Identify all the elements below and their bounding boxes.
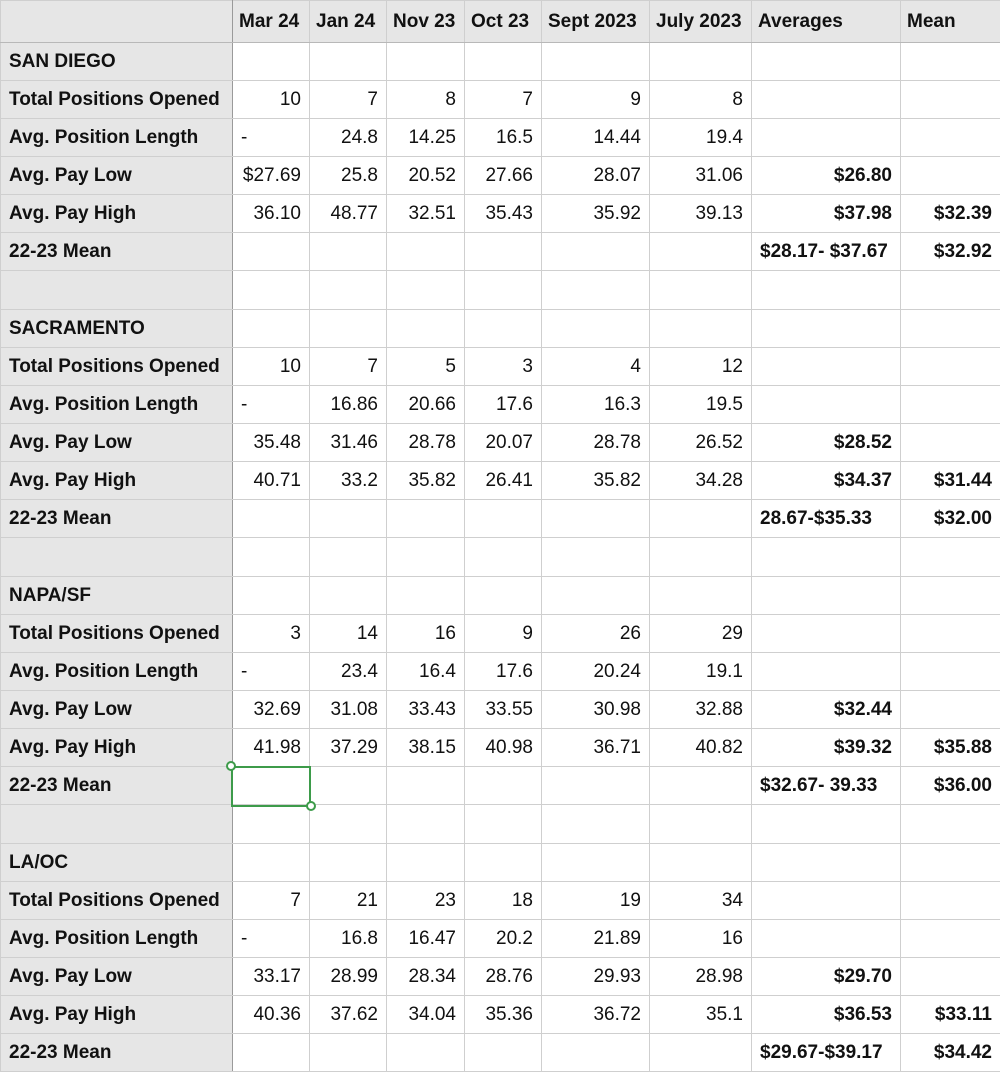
mean-cell[interactable]: $33.11	[901, 996, 1000, 1034]
cell[interactable]	[233, 577, 310, 615]
averages-cell[interactable]: $36.53	[752, 996, 901, 1034]
mean-cell[interactable]	[901, 348, 1000, 386]
cell[interactable]	[310, 310, 387, 348]
data-cell[interactable]: 20.2	[465, 920, 542, 958]
cell[interactable]	[310, 271, 387, 310]
corner-cell[interactable]	[1, 1, 233, 43]
mean-cell[interactable]	[901, 81, 1000, 119]
cell[interactable]	[542, 310, 650, 348]
cell[interactable]	[233, 43, 310, 81]
cell[interactable]	[542, 271, 650, 310]
data-cell[interactable]: 34.28	[650, 462, 752, 500]
table-row	[1, 882, 1000, 920]
cell[interactable]	[901, 805, 1000, 844]
cell[interactable]	[901, 844, 1000, 882]
cell[interactable]	[752, 844, 901, 882]
data-cell[interactable]	[310, 233, 387, 271]
data-cell[interactable]: 14.25	[387, 119, 465, 157]
cell[interactable]	[387, 805, 465, 844]
table-row	[1, 767, 1000, 805]
data-cell[interactable]: 40.98	[465, 729, 542, 767]
data-cell[interactable]	[465, 233, 542, 271]
cell[interactable]	[650, 538, 752, 577]
mean-cell[interactable]: $31.44	[901, 462, 1000, 500]
data-cell[interactable]	[465, 1034, 542, 1072]
data-cell[interactable]	[310, 500, 387, 538]
cell[interactable]	[650, 271, 752, 310]
section-header-row	[1, 43, 1000, 81]
data-cell[interactable]: 21.89	[542, 920, 650, 958]
data-cell[interactable]: 35.92	[542, 195, 650, 233]
data-cell[interactable]	[542, 1034, 650, 1072]
cell[interactable]	[650, 310, 752, 348]
row-label[interactable]: 22-23 Mean	[1, 233, 233, 271]
data-cell[interactable]: 34.04	[387, 996, 465, 1034]
row-label[interactable]: 22-23 Mean	[1, 767, 233, 805]
data-cell[interactable]: -	[233, 653, 310, 691]
data-cell[interactable]: 33.2	[310, 462, 387, 500]
mean-cell[interactable]	[901, 119, 1000, 157]
row-label-cell[interactable]	[1, 538, 233, 577]
cell[interactable]	[752, 310, 901, 348]
cell[interactable]	[465, 538, 542, 577]
cell[interactable]	[310, 43, 387, 81]
row-label-cell[interactable]	[1, 805, 233, 844]
row-label[interactable]: Avg. Pay High	[1, 195, 233, 233]
data-cell[interactable]	[233, 767, 310, 805]
mean-cell[interactable]: $35.88	[901, 729, 1000, 767]
data-cell[interactable]	[387, 1034, 465, 1072]
averages-cell[interactable]: $32.44	[752, 691, 901, 729]
data-cell[interactable]: 28.78	[542, 424, 650, 462]
mean-cell[interactable]: $36.00	[901, 767, 1000, 805]
data-cell[interactable]: 19	[542, 882, 650, 920]
data-cell[interactable]	[233, 500, 310, 538]
data-cell[interactable]: 18	[465, 882, 542, 920]
data-cell[interactable]: 23.4	[310, 653, 387, 691]
row-label[interactable]: Avg. Pay High	[1, 996, 233, 1034]
data-cell[interactable]: 26	[542, 615, 650, 653]
data-cell[interactable]: 25.8	[310, 157, 387, 195]
table-row	[1, 653, 1000, 691]
row-label[interactable]: Total Positions Opened	[1, 81, 233, 119]
cell[interactable]	[901, 43, 1000, 81]
data-cell[interactable]: 20.52	[387, 157, 465, 195]
section-title[interactable]: NAPA/SF	[1, 577, 233, 615]
data-cell[interactable]: 7	[465, 81, 542, 119]
section-header-row	[1, 310, 1000, 348]
data-cell[interactable]: 34	[650, 882, 752, 920]
data-cell[interactable]: 16	[387, 615, 465, 653]
cell[interactable]	[465, 43, 542, 81]
cell[interactable]	[901, 271, 1000, 310]
data-cell[interactable]	[650, 500, 752, 538]
data-cell[interactable]: 31.46	[310, 424, 387, 462]
data-cell[interactable]: 8	[650, 81, 752, 119]
row-label[interactable]: 22-23 Mean	[1, 500, 233, 538]
table-row	[1, 233, 1000, 271]
selection-handle-top-left[interactable]	[226, 761, 236, 771]
cell[interactable]	[901, 577, 1000, 615]
cell[interactable]	[752, 271, 901, 310]
mean-cell[interactable]	[901, 615, 1000, 653]
averages-cell[interactable]: 28.67-$35.33	[752, 500, 901, 538]
data-cell[interactable]: 28.98	[650, 958, 752, 996]
data-cell[interactable]: 28.34	[387, 958, 465, 996]
averages-cell[interactable]: $32.67- 39.33	[752, 767, 901, 805]
cell[interactable]	[310, 844, 387, 882]
data-cell[interactable]	[387, 767, 465, 805]
data-cell[interactable]: 28.76	[465, 958, 542, 996]
data-cell[interactable]: 14	[310, 615, 387, 653]
data-cell[interactable]: 16.4	[387, 653, 465, 691]
spacer-row	[1, 538, 1000, 577]
table-row	[1, 691, 1000, 729]
cell[interactable]	[465, 310, 542, 348]
cell[interactable]	[465, 577, 542, 615]
data-cell[interactable]: 48.77	[310, 195, 387, 233]
cell[interactable]	[752, 805, 901, 844]
row-label[interactable]: Avg. Position Length	[1, 386, 233, 424]
data-cell[interactable]: 14.44	[542, 119, 650, 157]
mean-cell[interactable]	[901, 691, 1000, 729]
data-cell[interactable]	[465, 500, 542, 538]
data-cell[interactable]: 28.07	[542, 157, 650, 195]
data-cell[interactable]: 7	[310, 81, 387, 119]
data-cell[interactable]: 16.8	[310, 920, 387, 958]
table-row	[1, 920, 1000, 958]
data-cell[interactable]: 8	[387, 81, 465, 119]
cell[interactable]	[901, 538, 1000, 577]
data-cell[interactable]: 28.99	[310, 958, 387, 996]
column-header-mean[interactable]: Mean	[901, 1, 1000, 43]
data-cell[interactable]: 35.43	[465, 195, 542, 233]
table-row	[1, 119, 1000, 157]
data-cell[interactable]: 29.93	[542, 958, 650, 996]
data-cell[interactable]: 20.07	[465, 424, 542, 462]
averages-cell[interactable]	[752, 615, 901, 653]
cell[interactable]	[752, 577, 901, 615]
section-header-row	[1, 844, 1000, 882]
cell[interactable]	[233, 805, 310, 844]
section-header-row	[1, 577, 1000, 615]
cell[interactable]	[465, 271, 542, 310]
data-cell[interactable]	[650, 767, 752, 805]
data-cell[interactable]: 10	[233, 348, 310, 386]
row-label[interactable]: 22-23 Mean	[1, 1034, 233, 1072]
cell[interactable]	[387, 271, 465, 310]
cell[interactable]	[542, 805, 650, 844]
data-cell[interactable]: 16.5	[465, 119, 542, 157]
table-row	[1, 81, 1000, 119]
data-cell[interactable]: 12	[650, 348, 752, 386]
cell[interactable]	[465, 844, 542, 882]
data-cell[interactable]	[387, 500, 465, 538]
column-header-row	[1, 1, 1000, 43]
data-cell[interactable]	[542, 767, 650, 805]
table-row	[1, 386, 1000, 424]
data-cell[interactable]: 35.36	[465, 996, 542, 1034]
cell[interactable]	[233, 538, 310, 577]
cell[interactable]	[650, 805, 752, 844]
cell[interactable]	[650, 844, 752, 882]
spacer-row	[1, 805, 1000, 844]
selection-handle-bottom-right[interactable]	[306, 801, 316, 811]
data-cell[interactable]: 16	[650, 920, 752, 958]
data-cell[interactable]: 16.47	[387, 920, 465, 958]
data-cell[interactable]: 40.71	[233, 462, 310, 500]
table-row	[1, 615, 1000, 653]
data-cell[interactable]: 30.98	[542, 691, 650, 729]
averages-cell[interactable]: $39.32	[752, 729, 901, 767]
data-cell[interactable]: 36.71	[542, 729, 650, 767]
data-cell[interactable]	[542, 500, 650, 538]
cell[interactable]	[752, 43, 901, 81]
mean-cell[interactable]	[901, 157, 1000, 195]
data-cell[interactable]: 19.4	[650, 119, 752, 157]
cell[interactable]	[901, 310, 1000, 348]
averages-cell[interactable]	[752, 119, 901, 157]
data-cell[interactable]: 21	[310, 882, 387, 920]
table-row	[1, 958, 1000, 996]
averages-cell[interactable]: $34.37	[752, 462, 901, 500]
section-title[interactable]: SACRAMENTO	[1, 310, 233, 348]
cell[interactable]	[542, 577, 650, 615]
averages-cell[interactable]	[752, 81, 901, 119]
cell[interactable]	[233, 271, 310, 310]
row-label[interactable]: Avg. Pay Low	[1, 424, 233, 462]
data-cell[interactable]: 31.06	[650, 157, 752, 195]
cell[interactable]	[233, 844, 310, 882]
mean-cell[interactable]	[901, 424, 1000, 462]
data-cell[interactable]: 35.82	[542, 462, 650, 500]
averages-cell[interactable]: $29.67-$39.17	[752, 1034, 901, 1072]
column-header-mar-24[interactable]: Mar 24	[233, 1, 310, 43]
row-label[interactable]: Total Positions Opened	[1, 348, 233, 386]
table-row	[1, 348, 1000, 386]
data-cell[interactable]	[542, 233, 650, 271]
row-label[interactable]: Avg. Pay Low	[1, 691, 233, 729]
cell[interactable]	[465, 805, 542, 844]
data-cell[interactable]: 32.69	[233, 691, 310, 729]
row-label[interactable]: Avg. Pay High	[1, 462, 233, 500]
data-cell[interactable]: 36.10	[233, 195, 310, 233]
mean-cell[interactable]	[901, 653, 1000, 691]
data-cell[interactable]: 19.5	[650, 386, 752, 424]
data-cell[interactable]: 3	[465, 348, 542, 386]
cell[interactable]	[387, 43, 465, 81]
cell[interactable]	[387, 577, 465, 615]
averages-cell[interactable]: $28.52	[752, 424, 901, 462]
data-cell[interactable]: 33.17	[233, 958, 310, 996]
cell[interactable]	[310, 577, 387, 615]
cell[interactable]	[233, 310, 310, 348]
data-cell[interactable]	[650, 233, 752, 271]
data-cell[interactable]: 17.6	[465, 386, 542, 424]
data-cell[interactable]: 39.13	[650, 195, 752, 233]
mean-cell[interactable]: $32.00	[901, 500, 1000, 538]
data-cell[interactable]: 17.6	[465, 653, 542, 691]
row-label[interactable]: Total Positions Opened	[1, 615, 233, 653]
data-cell[interactable]: 38.15	[387, 729, 465, 767]
table-row	[1, 157, 1000, 195]
data-cell[interactable]: 9	[542, 81, 650, 119]
data-cell[interactable]: -	[233, 119, 310, 157]
data-cell[interactable]	[310, 767, 387, 805]
data-cell[interactable]: 35.82	[387, 462, 465, 500]
data-cell[interactable]: 24.8	[310, 119, 387, 157]
row-label[interactable]: Avg. Position Length	[1, 920, 233, 958]
data-cell[interactable]: 10	[233, 81, 310, 119]
data-cell[interactable]: 19.1	[650, 653, 752, 691]
mean-cell[interactable]	[901, 920, 1000, 958]
data-cell[interactable]: 26.41	[465, 462, 542, 500]
table-row	[1, 500, 1000, 538]
averages-cell[interactable]: $28.17- $37.67	[752, 233, 901, 271]
cell[interactable]	[650, 43, 752, 81]
averages-cell[interactable]	[752, 386, 901, 424]
data-cell[interactable]: 31.08	[310, 691, 387, 729]
table-row	[1, 996, 1000, 1034]
row-label[interactable]: Avg. Position Length	[1, 119, 233, 157]
row-label[interactable]: Avg. Pay High	[1, 729, 233, 767]
mean-cell[interactable]	[901, 958, 1000, 996]
data-cell[interactable]: 27.66	[465, 157, 542, 195]
data-cell[interactable]	[650, 1034, 752, 1072]
data-cell[interactable]: 16.3	[542, 386, 650, 424]
data-cell[interactable]: -	[233, 386, 310, 424]
averages-cell[interactable]	[752, 348, 901, 386]
table-row	[1, 462, 1000, 500]
data-cell[interactable]: 35.1	[650, 996, 752, 1034]
cell[interactable]	[542, 844, 650, 882]
data-cell[interactable]: 16.86	[310, 386, 387, 424]
data-cell[interactable]: 28.78	[387, 424, 465, 462]
cell[interactable]	[387, 310, 465, 348]
cell[interactable]	[310, 805, 387, 844]
mean-cell[interactable]: $32.39	[901, 195, 1000, 233]
row-label[interactable]: Total Positions Opened	[1, 882, 233, 920]
mean-cell[interactable]: $34.42	[901, 1034, 1000, 1072]
data-cell[interactable]: 37.29	[310, 729, 387, 767]
data-cell[interactable]: 41.98	[233, 729, 310, 767]
table-row	[1, 424, 1000, 462]
averages-cell[interactable]: $29.70	[752, 958, 901, 996]
data-cell[interactable]	[233, 1034, 310, 1072]
data-cell[interactable]: 35.48	[233, 424, 310, 462]
cell[interactable]	[542, 538, 650, 577]
averages-cell[interactable]: $37.98	[752, 195, 901, 233]
data-cell[interactable]: 37.62	[310, 996, 387, 1034]
data-cell[interactable]: 33.55	[465, 691, 542, 729]
spacer-row	[1, 271, 1000, 310]
data-cell[interactable]: 3	[233, 615, 310, 653]
cell[interactable]	[387, 844, 465, 882]
data-cell[interactable]: 36.72	[542, 996, 650, 1034]
column-header-sept-2023[interactable]: Sept 2023	[542, 1, 650, 43]
averages-cell[interactable]	[752, 653, 901, 691]
row-label[interactable]: Avg. Position Length	[1, 653, 233, 691]
row-label[interactable]: Avg. Pay Low	[1, 958, 233, 996]
data-cell[interactable]: 9	[465, 615, 542, 653]
data-cell[interactable]: 23	[387, 882, 465, 920]
column-header-july-2023[interactable]: July 2023	[650, 1, 752, 43]
data-cell[interactable]	[310, 1034, 387, 1072]
averages-cell[interactable]: $26.80	[752, 157, 901, 195]
cell[interactable]	[650, 577, 752, 615]
mean-cell[interactable]	[901, 882, 1000, 920]
column-header-oct-23[interactable]: Oct 23	[465, 1, 542, 43]
data-cell[interactable]: -	[233, 920, 310, 958]
data-cell[interactable]	[465, 767, 542, 805]
data-cell[interactable]: 32.51	[387, 195, 465, 233]
data-cell[interactable]	[387, 233, 465, 271]
data-cell[interactable]: 40.82	[650, 729, 752, 767]
averages-cell[interactable]	[752, 920, 901, 958]
data-cell[interactable]	[233, 233, 310, 271]
mean-cell[interactable]	[901, 386, 1000, 424]
row-label[interactable]: Avg. Pay Low	[1, 157, 233, 195]
data-cell[interactable]: 33.43	[387, 691, 465, 729]
data-cell[interactable]: 5	[387, 348, 465, 386]
data-cell[interactable]: 29	[650, 615, 752, 653]
section-title[interactable]: LA/OC	[1, 844, 233, 882]
column-header-nov-23[interactable]: Nov 23	[387, 1, 465, 43]
column-header-averages[interactable]: Averages	[752, 1, 901, 43]
data-cell[interactable]: $27.69	[233, 157, 310, 195]
table-row	[1, 1034, 1000, 1072]
data-cell[interactable]: 32.88	[650, 691, 752, 729]
data-cell[interactable]: 20.66	[387, 386, 465, 424]
section-title[interactable]: SAN DIEGO	[1, 43, 233, 81]
data-cell[interactable]: 40.36	[233, 996, 310, 1034]
table-row	[1, 195, 1000, 233]
column-header-jan-24[interactable]: Jan 24	[310, 1, 387, 43]
data-cell[interactable]: 7	[310, 348, 387, 386]
cell[interactable]	[387, 538, 465, 577]
data-cell[interactable]: 20.24	[542, 653, 650, 691]
averages-cell[interactable]	[752, 882, 901, 920]
mean-cell[interactable]: $32.92	[901, 233, 1000, 271]
cell[interactable]	[542, 43, 650, 81]
data-cell[interactable]: 26.52	[650, 424, 752, 462]
table-row	[1, 729, 1000, 767]
row-label-cell[interactable]	[1, 271, 233, 310]
data-cell[interactable]: 7	[233, 882, 310, 920]
cell[interactable]	[752, 538, 901, 577]
cell[interactable]	[310, 538, 387, 577]
data-cell[interactable]: 4	[542, 348, 650, 386]
